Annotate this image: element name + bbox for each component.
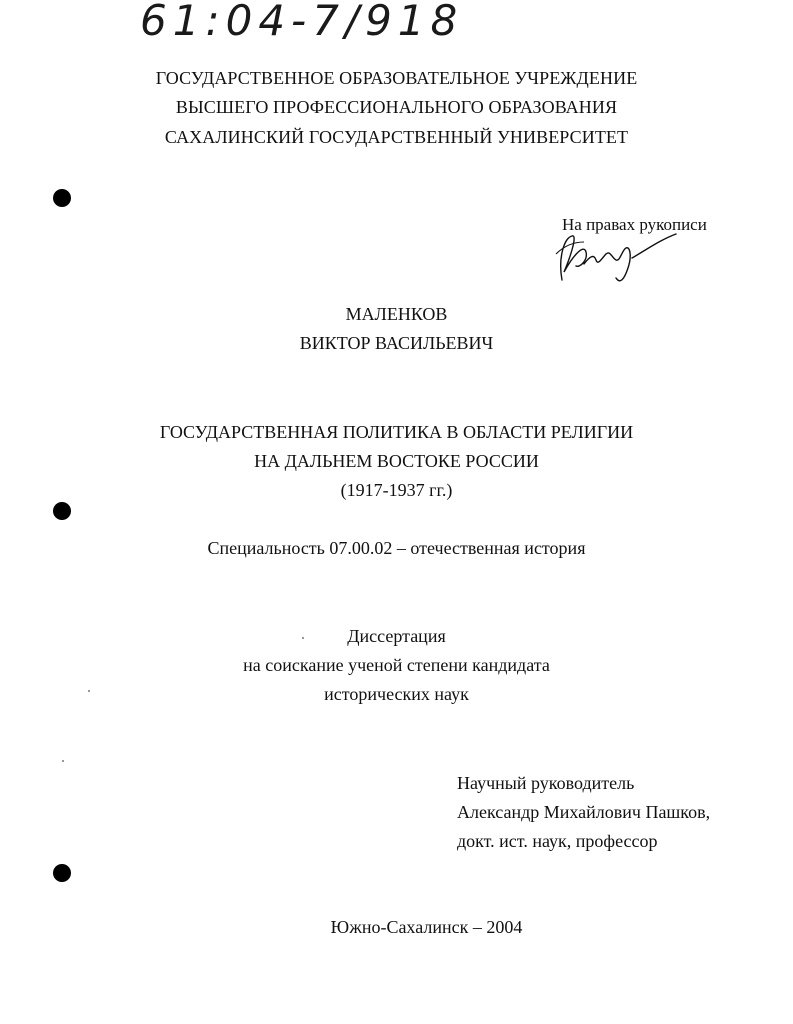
signature [550,228,680,288]
author-given-names: ВИКТОР ВАСИЛЬЕВИЧ [299,333,494,353]
author-surname: МАЛЕНКОВ [345,304,448,324]
specialty: Специальность 07.00.02 – отечественная история [207,538,586,558]
degree-line-3: исторических наук [324,684,469,704]
title-line-2: НА ДАЛЬНЕМ ВОСТОКЕ РОССИИ [254,451,539,471]
title-years: (1917-1937 гг.) [340,480,453,500]
manuscript-note: На правах рукописи [562,215,707,234]
institution-line-3: САХАЛИНСКИЙ ГОСУДАРСТВЕННЫЙ УНИВЕРСИТЕТ [164,127,629,147]
supervisor-credentials: докт. ист. наук, профессор [457,831,658,851]
handwritten-catalog-number: 61:04-7/918 [140,0,464,45]
city-year: Южно-Сахалинск – 2004 [330,917,523,937]
punch-hole-mark [53,864,71,882]
supervisor-name: Александр Михайлович Пашков, [457,802,711,822]
degree-line-1: Диссертация [347,626,446,646]
punch-hole-mark [53,502,71,520]
degree-line-2: на соискание ученой степени кандидата [243,655,550,675]
title-line-1: ГОСУДАРСТВЕННАЯ ПОЛИТИКА В ОБЛАСТИ РЕЛИГИИ [159,422,634,442]
institution-line-2: ВЫСШЕГО ПРОФЕССИОНАЛЬНОГО ОБРАЗОВАНИЯ [175,97,618,117]
scan-speck [62,760,64,762]
punch-hole-mark [53,189,71,207]
supervisor-role: Научный руководитель [457,773,635,793]
institution-line-1: ГОСУДАРСТВЕННОЕ ОБРАЗОВАТЕЛЬНОЕ УЧРЕЖДЕНИЕ [155,68,638,88]
